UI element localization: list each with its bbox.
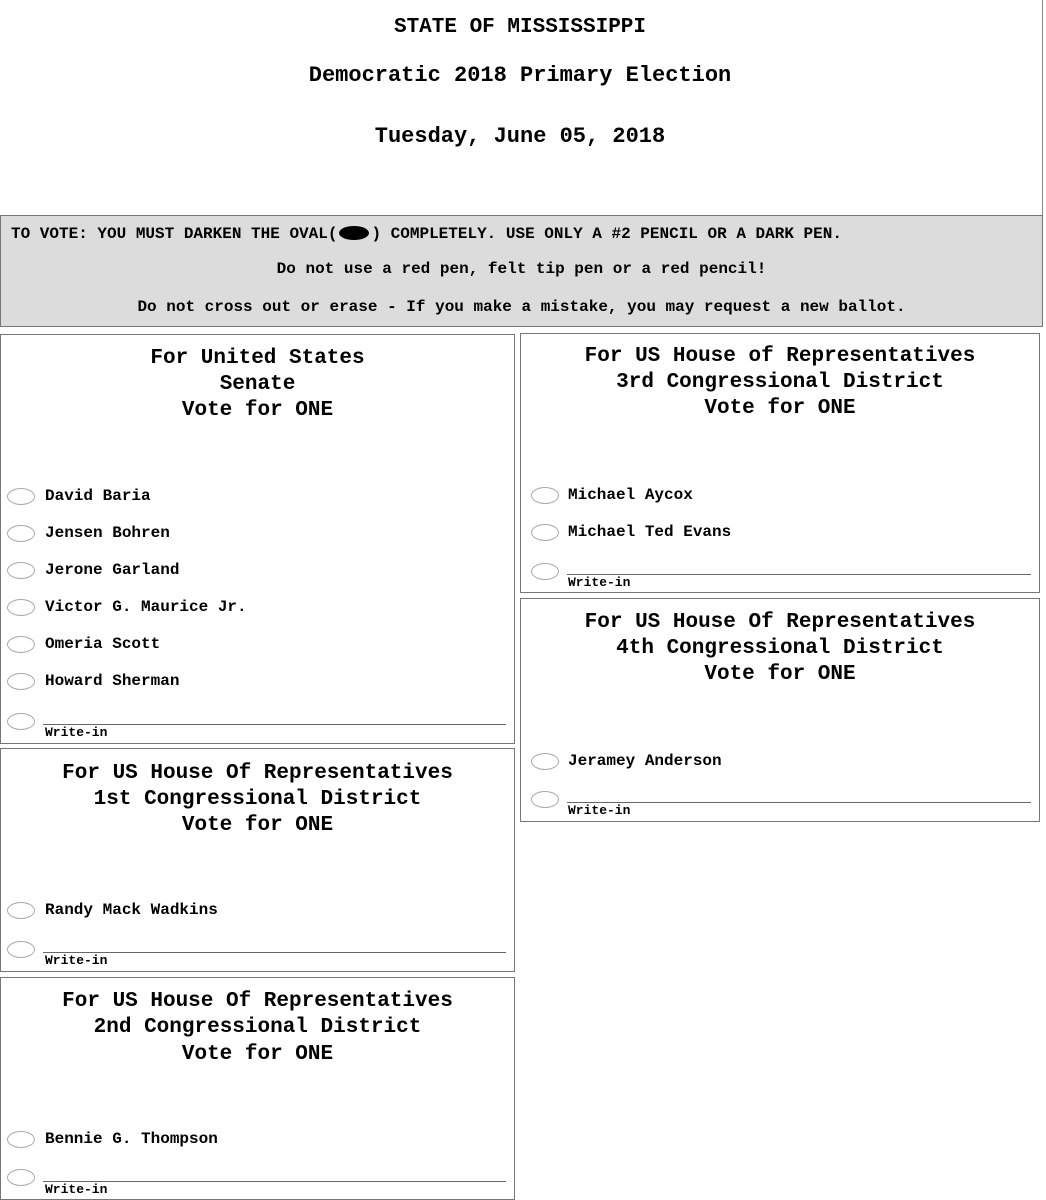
contest-house-district-2 (0, 977, 515, 1200)
writein-line[interactable] (43, 1181, 506, 1182)
contest-title-line: 2nd Congressional District (93, 1016, 422, 1039)
candidate-row[interactable] (1, 486, 514, 510)
vote-oval[interactable] (7, 488, 35, 505)
vote-for-instruction: Vote for ONE (181, 399, 334, 422)
contest-title-line: For US House Of Representatives (62, 990, 453, 1013)
vote-oval[interactable] (7, 1169, 35, 1186)
candidate-row[interactable] (1, 671, 514, 695)
vote-oval[interactable] (531, 563, 559, 580)
writein-label: Write-in (568, 803, 631, 818)
vote-oval[interactable] (531, 524, 559, 541)
vote-for-instruction: Vote for ONE (704, 397, 856, 420)
vote-oval[interactable] (7, 525, 35, 542)
candidate-name: Howard Sherman (45, 672, 180, 690)
writein-line[interactable] (43, 952, 506, 953)
contest-title-line: For US House Of Representatives (584, 611, 976, 634)
contest-title-line: For US House Of Representatives (62, 762, 453, 785)
writein-line[interactable] (567, 574, 1031, 575)
instruction-line-2: Do not use a red pen, felt tip pen or a red pencil! (276, 260, 767, 278)
contest-title-line: 1st Congressional District (93, 788, 422, 811)
vote-oval[interactable] (531, 791, 559, 808)
state-title: STATE OF MISSISSIPPI (393, 16, 647, 39)
contest-house-district-4 (520, 598, 1040, 822)
vote-oval[interactable] (7, 713, 35, 730)
contest-house-district-1 (0, 748, 515, 972)
contest-house-district-3 (520, 333, 1040, 593)
writein-line[interactable] (567, 802, 1031, 803)
contest-title-line: For US House of Representatives (584, 345, 976, 368)
contest-title-line: Senate (219, 373, 296, 396)
candidate-row[interactable] (1, 1129, 514, 1153)
candidate-row[interactable] (521, 485, 1039, 509)
vote-oval[interactable] (531, 753, 559, 770)
election-date: Tuesday, June 05, 2018 (374, 124, 666, 149)
candidate-row[interactable] (1, 900, 514, 924)
instruction-text-before-oval: TO VOTE: YOU MUST DARKEN THE OVAL( (11, 225, 338, 243)
instruction-text-after-oval: ) COMPLETELY. USE ONLY A #2 PENCIL OR A DARK PEN. (371, 225, 842, 243)
candidate-name: Michael Ted Evans (568, 523, 732, 541)
filled-oval-icon (339, 226, 369, 240)
contest-title-line: 3rd Congressional District (616, 371, 944, 394)
vote-oval[interactable] (7, 1131, 35, 1148)
candidate-name: Michael Aycox (568, 486, 693, 504)
vote-oval[interactable] (7, 941, 35, 958)
candidate-name: Jeramey Anderson (568, 752, 722, 770)
vote-oval[interactable] (7, 562, 35, 579)
candidate-row[interactable] (1, 560, 514, 584)
candidate-row[interactable] (1, 597, 514, 621)
writein-label: Write-in (568, 575, 631, 590)
instruction-line-1 (11, 225, 1046, 243)
candidate-name: Omeria Scott (45, 635, 161, 653)
candidate-name: Bennie G. Thompson (45, 1130, 218, 1148)
voting-instructions (0, 215, 1043, 327)
candidate-row[interactable] (1, 634, 514, 658)
candidate-row[interactable] (1, 523, 514, 547)
candidate-name: Jensen Bohren (45, 524, 170, 542)
candidate-name: Victor G. Maurice Jr. (45, 598, 247, 616)
vote-oval[interactable] (7, 902, 35, 919)
candidate-row[interactable] (521, 751, 1039, 775)
ballot-header (0, 0, 1043, 215)
contest-senate (0, 334, 515, 744)
vote-oval[interactable] (531, 487, 559, 504)
writein-line[interactable] (43, 724, 506, 725)
vote-oval[interactable] (7, 673, 35, 690)
contest-title-line: 4th Congressional District (616, 637, 944, 660)
candidate-row[interactable] (521, 522, 1039, 546)
election-title: Democratic 2018 Primary Election (308, 63, 732, 88)
vote-oval[interactable] (7, 636, 35, 653)
candidate-name: Jerone Garland (45, 561, 180, 579)
writein-label: Write-in (45, 725, 108, 740)
instruction-line-3: Do not cross out or erase - If you make a mistake, you may request a new ballot. (137, 298, 906, 316)
contest-title-line: For United States (150, 347, 365, 370)
writein-label: Write-in (45, 953, 108, 968)
vote-for-instruction: Vote for ONE (704, 663, 856, 686)
vote-oval[interactable] (7, 599, 35, 616)
candidate-name: Randy Mack Wadkins (45, 901, 218, 919)
candidate-name: David Baria (45, 487, 151, 505)
writein-label: Write-in (45, 1182, 108, 1197)
vote-for-instruction: Vote for ONE (181, 814, 334, 837)
vote-for-instruction: Vote for ONE (181, 1043, 334, 1066)
